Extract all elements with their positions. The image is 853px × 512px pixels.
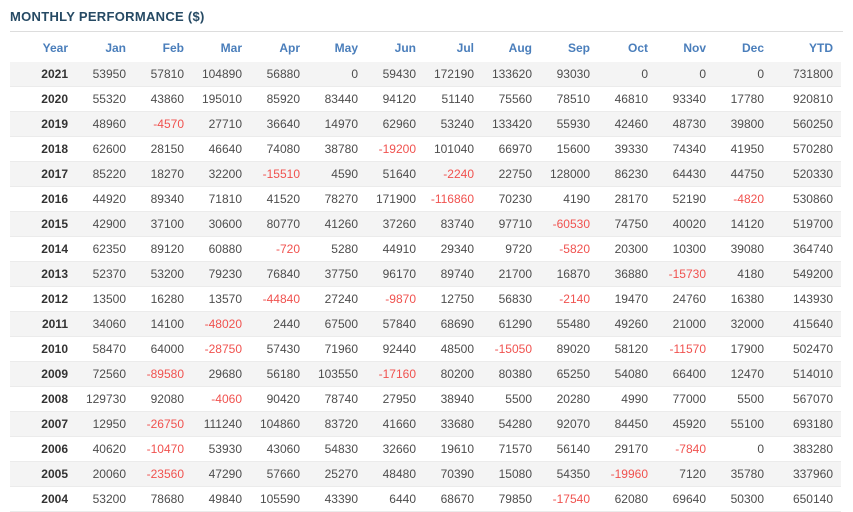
value-cell: 80200 — [440, 367, 474, 381]
table-row-2017 — [10, 162, 841, 187]
value-cell: 42460 — [614, 117, 648, 131]
value-cell: 77000 — [672, 392, 706, 406]
value-cell: 0 — [757, 442, 764, 456]
year-cell: 2016 — [41, 192, 68, 206]
value-cell: 47290 — [208, 467, 242, 481]
value-cell: 20300 — [614, 242, 648, 256]
value-cell: 6440 — [389, 492, 416, 506]
value-cell: 4180 — [737, 267, 764, 281]
value-cell: 41660 — [382, 417, 416, 431]
value-cell: 12750 — [440, 292, 474, 306]
value-cell: 38940 — [440, 392, 474, 406]
value-cell: 52190 — [672, 192, 706, 206]
column-header-sep: Sep — [567, 41, 590, 55]
value-cell: 85920 — [266, 92, 300, 106]
value-cell: 4190 — [563, 192, 590, 206]
value-cell: 14970 — [324, 117, 358, 131]
value-cell: 40020 — [672, 217, 706, 231]
year-cell: 2009 — [41, 367, 68, 381]
value-cell: 20280 — [556, 392, 590, 406]
value-cell: -2240 — [443, 167, 474, 181]
value-cell: 29340 — [440, 242, 474, 256]
value-cell: 14120 — [730, 217, 764, 231]
value-cell: 20060 — [92, 467, 126, 481]
value-cell: -17160 — [378, 367, 416, 381]
column-header-feb: Feb — [162, 41, 184, 55]
value-cell: 104860 — [259, 417, 300, 431]
value-cell: 46810 — [614, 92, 648, 106]
value-cell: 89120 — [150, 242, 184, 256]
value-cell: 32000 — [730, 317, 764, 331]
performance-table — [10, 33, 841, 512]
value-cell: 79230 — [208, 267, 242, 281]
value-cell: -10470 — [146, 442, 184, 456]
value-cell: 79850 — [498, 492, 532, 506]
value-cell: 83440 — [324, 92, 358, 106]
value-cell: 75560 — [498, 92, 532, 106]
value-cell: 89340 — [150, 192, 184, 206]
value-cell: 10300 — [672, 242, 706, 256]
value-cell: 45920 — [672, 417, 706, 431]
value-cell: 2440 — [273, 317, 300, 331]
year-cell: 2004 — [41, 492, 68, 506]
value-cell: -15730 — [668, 267, 706, 281]
value-cell: 37260 — [382, 217, 416, 231]
value-cell: 53240 — [440, 117, 474, 131]
column-header-ytd: YTD — [809, 41, 833, 55]
table-row-2006 — [10, 437, 841, 462]
ytd-cell: 143930 — [792, 292, 833, 306]
value-cell: 36880 — [614, 267, 648, 281]
value-cell: 19470 — [614, 292, 648, 306]
value-cell: 34060 — [92, 317, 126, 331]
table-row-2018 — [10, 137, 841, 162]
value-cell: 67500 — [324, 317, 358, 331]
column-header-may: May — [334, 41, 358, 55]
value-cell: 49260 — [614, 317, 648, 331]
value-cell: 24760 — [672, 292, 706, 306]
value-cell: 41950 — [730, 142, 764, 156]
value-cell: 68670 — [440, 492, 474, 506]
value-cell: 90420 — [266, 392, 300, 406]
value-cell: 44910 — [382, 242, 416, 256]
ytd-cell: 520330 — [792, 167, 833, 181]
value-cell: -116860 — [430, 192, 474, 206]
value-cell: 56830 — [498, 292, 532, 306]
value-cell: 54280 — [498, 417, 532, 431]
ytd-cell: 364740 — [792, 242, 833, 256]
value-cell: 105590 — [259, 492, 300, 506]
value-cell: -89580 — [146, 367, 184, 381]
value-cell: 133420 — [491, 117, 532, 131]
value-cell: 52370 — [92, 267, 126, 281]
value-cell: 35780 — [730, 467, 764, 481]
value-cell: 133620 — [491, 67, 532, 81]
value-cell: 172190 — [433, 67, 474, 81]
value-cell: 53200 — [150, 267, 184, 281]
value-cell: 43060 — [266, 442, 300, 456]
value-cell: 48730 — [672, 117, 706, 131]
ytd-cell: 514010 — [792, 367, 833, 381]
value-cell: 39800 — [730, 117, 764, 131]
value-cell: 54350 — [556, 467, 590, 481]
value-cell: 85220 — [92, 167, 126, 181]
value-cell: 103550 — [317, 367, 358, 381]
value-cell: 129730 — [85, 392, 126, 406]
value-cell: 29170 — [614, 442, 648, 456]
value-cell: 27950 — [382, 392, 416, 406]
value-cell: 5500 — [737, 392, 764, 406]
value-cell: 15080 — [498, 467, 532, 481]
column-header-jan: Jan — [105, 41, 126, 55]
value-cell: 4590 — [331, 167, 358, 181]
value-cell: 53950 — [92, 67, 126, 81]
header-row — [10, 33, 841, 62]
value-cell: -48020 — [204, 317, 242, 331]
value-cell: -19200 — [378, 142, 416, 156]
value-cell: 19610 — [440, 442, 474, 456]
ytd-cell: 920810 — [792, 92, 833, 106]
value-cell: -4820 — [733, 192, 764, 206]
value-cell: 83740 — [440, 217, 474, 231]
table-row-2019 — [10, 112, 841, 137]
value-cell: 76840 — [266, 267, 300, 281]
value-cell: -44840 — [262, 292, 300, 306]
value-cell: -60530 — [552, 217, 590, 231]
value-cell: 32200 — [208, 167, 242, 181]
table-row-2010 — [10, 337, 841, 362]
column-header-dec: Dec — [741, 41, 764, 55]
value-cell: 42900 — [92, 217, 126, 231]
table-row-2011 — [10, 312, 841, 337]
value-cell: 40620 — [92, 442, 126, 456]
value-cell: 78680 — [150, 492, 184, 506]
value-cell: 7120 — [679, 467, 706, 481]
value-cell: 57810 — [150, 67, 184, 81]
value-cell: 74080 — [266, 142, 300, 156]
value-cell: 53200 — [92, 492, 126, 506]
value-cell: 49840 — [208, 492, 242, 506]
value-cell: 17780 — [730, 92, 764, 106]
value-cell: 57840 — [382, 317, 416, 331]
value-cell: 78740 — [324, 392, 358, 406]
value-cell: 0 — [641, 67, 648, 81]
value-cell: 5500 — [505, 392, 532, 406]
value-cell: 101040 — [433, 142, 474, 156]
value-cell: 83720 — [324, 417, 358, 431]
value-cell: 51640 — [382, 167, 416, 181]
value-cell: -23560 — [146, 467, 184, 481]
table-row-2014 — [10, 237, 841, 262]
ytd-cell: 549200 — [792, 267, 833, 281]
value-cell: 43860 — [150, 92, 184, 106]
ytd-cell: 567070 — [792, 392, 833, 406]
value-cell: 64430 — [672, 167, 706, 181]
table-row-2020 — [10, 87, 841, 112]
value-cell: 86230 — [614, 167, 648, 181]
ytd-cell: 519700 — [792, 217, 833, 231]
value-cell: 38780 — [324, 142, 358, 156]
value-cell: 53930 — [208, 442, 242, 456]
year-cell: 2021 — [41, 67, 68, 81]
value-cell: 96170 — [382, 267, 416, 281]
value-cell: 94120 — [382, 92, 416, 106]
value-cell: 55100 — [730, 417, 764, 431]
value-cell: -15510 — [262, 167, 300, 181]
value-cell: 70230 — [498, 192, 532, 206]
value-cell: 46640 — [208, 142, 242, 156]
value-cell: 13570 — [208, 292, 242, 306]
year-cell: 2011 — [41, 317, 68, 331]
value-cell: 18270 — [150, 167, 184, 181]
table-row-2004 — [10, 487, 841, 512]
value-cell: 58470 — [92, 342, 126, 356]
value-cell: 92070 — [556, 417, 590, 431]
value-cell: 89740 — [440, 267, 474, 281]
value-cell: 70390 — [440, 467, 474, 481]
value-cell: 27240 — [324, 292, 358, 306]
value-cell: 48500 — [440, 342, 474, 356]
value-cell: 71570 — [498, 442, 532, 456]
value-cell: 61290 — [498, 317, 532, 331]
value-cell: 195010 — [201, 92, 242, 106]
table-row-2012 — [10, 287, 841, 312]
value-cell: 66400 — [672, 367, 706, 381]
value-cell: 14100 — [150, 317, 184, 331]
value-cell: 9720 — [505, 242, 532, 256]
value-cell: 33680 — [440, 417, 474, 431]
value-cell: 12950 — [92, 417, 126, 431]
value-cell: 69640 — [672, 492, 706, 506]
value-cell: 62960 — [382, 117, 416, 131]
value-cell: 71960 — [324, 342, 358, 356]
value-cell: 84450 — [614, 417, 648, 431]
value-cell: 44750 — [730, 167, 764, 181]
year-cell: 2015 — [41, 217, 68, 231]
value-cell: 59430 — [382, 67, 416, 81]
column-header-aug: Aug — [508, 41, 532, 55]
value-cell: 41520 — [266, 192, 300, 206]
value-cell: 16280 — [150, 292, 184, 306]
value-cell: 44920 — [92, 192, 126, 206]
column-header-mar: Mar — [220, 41, 242, 55]
value-cell: 68690 — [440, 317, 474, 331]
year-cell: 2018 — [41, 142, 68, 156]
value-cell: 21700 — [498, 267, 532, 281]
ytd-cell: 731800 — [792, 67, 833, 81]
value-cell: 93340 — [672, 92, 706, 106]
value-cell: 57660 — [266, 467, 300, 481]
ytd-cell: 560250 — [792, 117, 833, 131]
ytd-cell: 693180 — [792, 417, 833, 431]
value-cell: 13500 — [92, 292, 126, 306]
value-cell: 72560 — [92, 367, 126, 381]
value-cell: 64000 — [150, 342, 184, 356]
value-cell: 74750 — [614, 217, 648, 231]
column-header-nov: Nov — [683, 41, 706, 55]
value-cell: -4060 — [211, 392, 242, 406]
ytd-cell: 650140 — [792, 492, 833, 506]
table-row-2016 — [10, 187, 841, 212]
value-cell: 0 — [757, 67, 764, 81]
value-cell: 171900 — [375, 192, 416, 206]
value-cell: 32660 — [382, 442, 416, 456]
value-cell: 55930 — [556, 117, 590, 131]
year-cell: 2019 — [41, 117, 68, 131]
value-cell: -720 — [275, 242, 300, 256]
value-cell: 27710 — [208, 117, 242, 131]
value-cell: 16870 — [556, 267, 590, 281]
value-cell: 0 — [699, 67, 706, 81]
value-cell: -5820 — [559, 242, 590, 256]
value-cell: 48960 — [92, 117, 126, 131]
value-cell: -17540 — [552, 492, 590, 506]
year-cell: 2014 — [41, 242, 68, 256]
value-cell: 89020 — [556, 342, 590, 356]
value-cell: -9870 — [385, 292, 416, 306]
value-cell: 16380 — [730, 292, 764, 306]
value-cell: 56880 — [266, 67, 300, 81]
column-header-jun: Jun — [394, 41, 416, 55]
value-cell: 37750 — [324, 267, 358, 281]
table-row-2008 — [10, 387, 841, 412]
value-cell: 22750 — [498, 167, 532, 181]
value-cell: 56180 — [266, 367, 300, 381]
value-cell: 57430 — [266, 342, 300, 356]
value-cell: 93030 — [556, 67, 590, 81]
year-cell: 2006 — [41, 442, 68, 456]
value-cell: 15600 — [556, 142, 590, 156]
table-row-2015 — [10, 212, 841, 237]
value-cell: 30600 — [208, 217, 242, 231]
table-row-2007 — [10, 412, 841, 437]
year-cell: 2005 — [41, 467, 68, 481]
year-cell: 2020 — [41, 92, 68, 106]
value-cell: 74340 — [672, 142, 706, 156]
value-cell: -19960 — [610, 467, 648, 481]
value-cell: 55320 — [92, 92, 126, 106]
value-cell: 29680 — [208, 367, 242, 381]
value-cell: 111240 — [203, 417, 242, 431]
value-cell: 12470 — [730, 367, 764, 381]
value-cell: 54830 — [324, 442, 358, 456]
year-cell: 2010 — [41, 342, 68, 356]
ytd-cell: 570280 — [792, 142, 833, 156]
year-cell: 2017 — [41, 167, 68, 181]
year-cell: 2012 — [41, 292, 68, 306]
value-cell: 92080 — [150, 392, 184, 406]
year-cell: 2008 — [41, 392, 68, 406]
ytd-cell: 530860 — [792, 192, 833, 206]
ytd-cell: 383280 — [792, 442, 833, 456]
value-cell: 37100 — [150, 217, 184, 231]
column-header-apr: Apr — [279, 41, 300, 55]
value-cell: 28170 — [614, 192, 648, 206]
value-cell: 62350 — [92, 242, 126, 256]
column-header-jul: Jul — [456, 41, 474, 55]
ytd-cell: 502470 — [792, 342, 833, 356]
value-cell: -2140 — [559, 292, 590, 306]
value-cell: 51140 — [441, 92, 474, 106]
value-cell: 0 — [351, 67, 358, 81]
value-cell: 71810 — [208, 192, 242, 206]
ytd-cell: 415640 — [792, 317, 833, 331]
table-row-2021 — [10, 62, 841, 87]
value-cell: 65250 — [556, 367, 590, 381]
value-cell: 55480 — [556, 317, 590, 331]
value-cell: 78270 — [324, 192, 358, 206]
value-cell: 56140 — [556, 442, 590, 456]
value-cell: -15050 — [494, 342, 532, 356]
value-cell: -11570 — [669, 342, 706, 356]
table-row-2013 — [10, 262, 841, 287]
value-cell: 62080 — [614, 492, 648, 506]
value-cell: 54080 — [614, 367, 648, 381]
value-cell: -28750 — [204, 342, 242, 356]
value-cell: 36640 — [266, 117, 300, 131]
value-cell: 21000 — [672, 317, 706, 331]
column-header-year: Year — [42, 41, 68, 55]
value-cell: 62600 — [92, 142, 126, 156]
value-cell: 41260 — [324, 217, 358, 231]
value-cell: 128000 — [549, 167, 590, 181]
value-cell: -4570 — [153, 117, 184, 131]
value-cell: 50300 — [730, 492, 764, 506]
value-cell: 104890 — [201, 67, 242, 81]
value-cell: 43390 — [324, 492, 358, 506]
value-cell: 48480 — [382, 467, 416, 481]
widget-title: MONTHLY PERFORMANCE ($) — [10, 0, 843, 32]
value-cell: 92440 — [382, 342, 416, 356]
year-cell: 2013 — [41, 267, 68, 281]
value-cell: 39330 — [614, 142, 648, 156]
value-cell: 5280 — [331, 242, 358, 256]
value-cell: 25270 — [324, 467, 358, 481]
value-cell: 60880 — [208, 242, 242, 256]
table-row-2005 — [10, 462, 841, 487]
ytd-cell: 337960 — [792, 467, 833, 481]
value-cell: 66970 — [498, 142, 532, 156]
value-cell: 80770 — [266, 217, 300, 231]
value-cell: 39080 — [730, 242, 764, 256]
value-cell: -7840 — [675, 442, 706, 456]
value-cell: -26750 — [146, 417, 184, 431]
value-cell: 4990 — [621, 392, 648, 406]
value-cell: 58120 — [614, 342, 648, 356]
column-header-oct: Oct — [627, 41, 648, 55]
value-cell: 97710 — [498, 217, 532, 231]
year-cell: 2007 — [41, 417, 68, 431]
value-cell: 78510 — [556, 92, 590, 106]
value-cell: 17900 — [730, 342, 764, 356]
table-row-2009 — [10, 362, 841, 387]
value-cell: 80380 — [498, 367, 532, 381]
value-cell: 28150 — [150, 142, 184, 156]
